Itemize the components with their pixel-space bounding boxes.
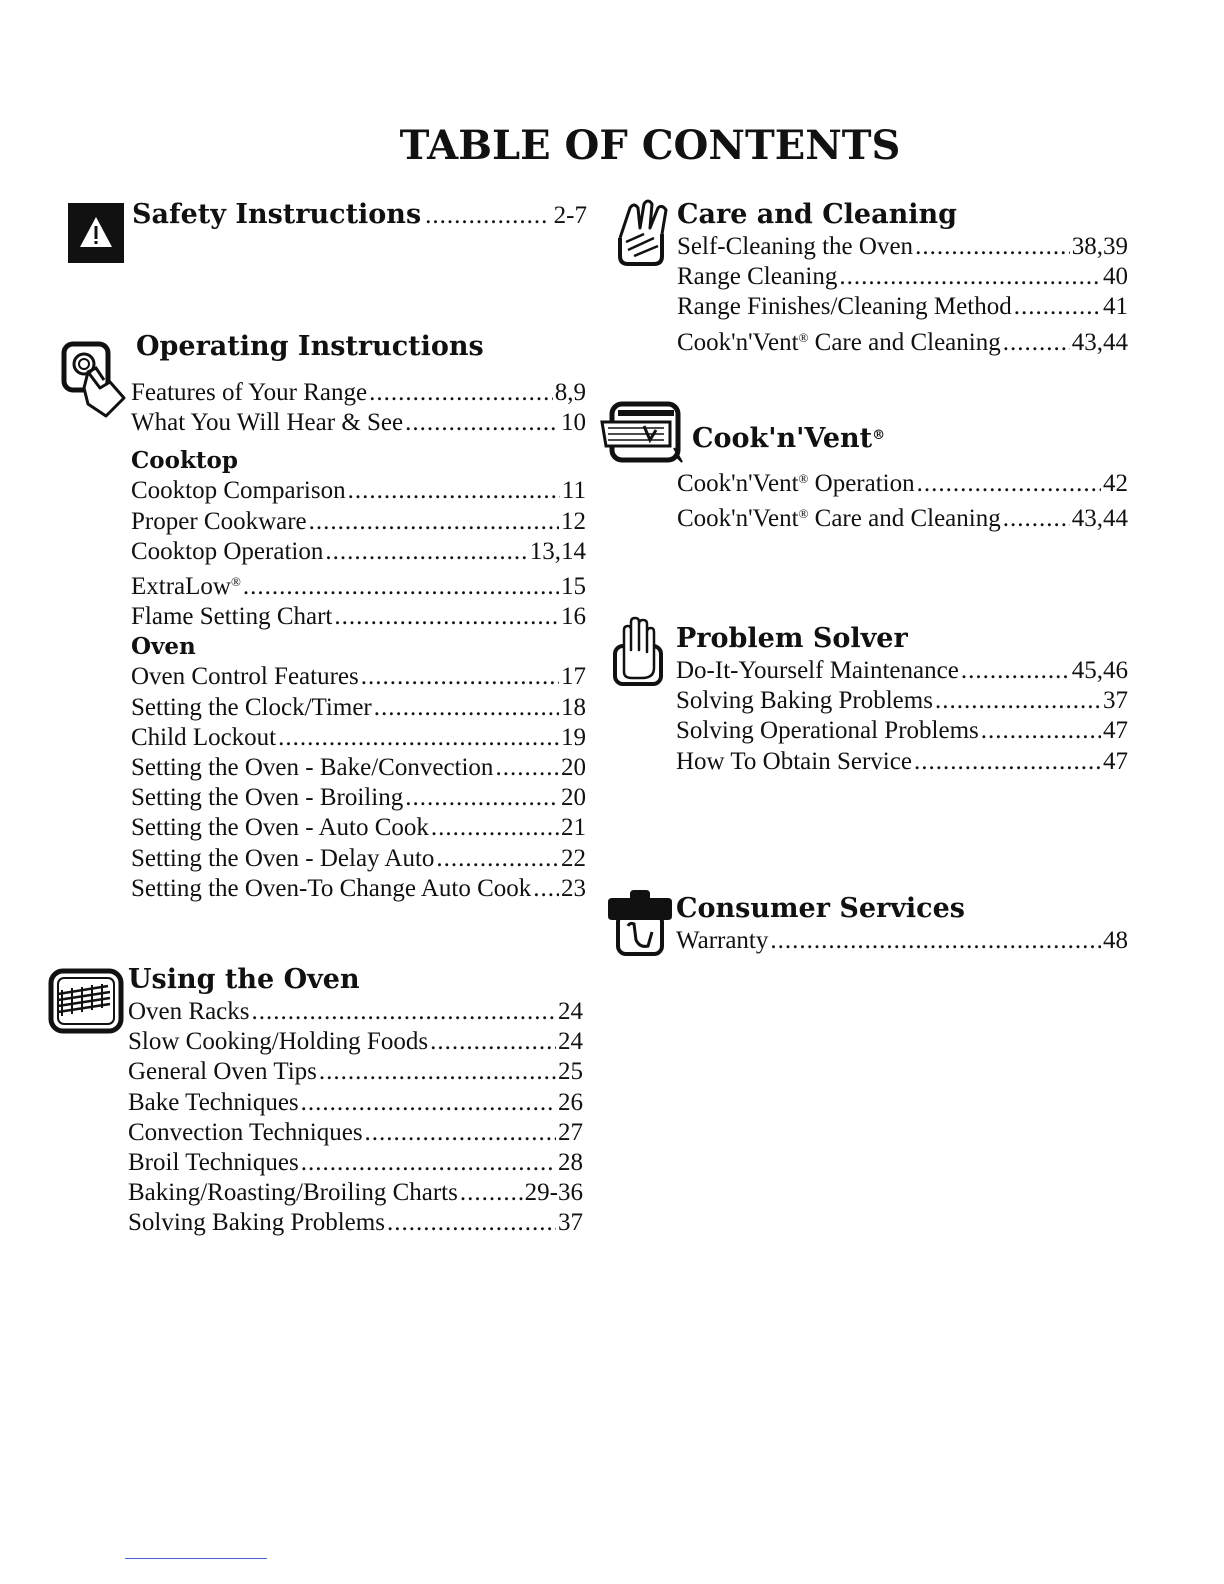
toc-entry-page: 43,44 [1071,505,1128,533]
leader-dots [301,1148,556,1178]
toc-entry[interactable] [131,723,586,753]
cooktop-heading: Cooktop [131,447,238,475]
toc-entry-label [131,693,372,723]
toc-entry-label [131,408,403,438]
toc-entry-text: What You Will Hear & See [131,409,404,437]
toc-entry[interactable] [131,753,586,783]
leader-dots [1014,292,1101,322]
leader-dots [405,783,559,813]
toc-entry-text: Setting the Oven - Bake/Convection [131,754,494,782]
toc-entry[interactable] [131,476,586,506]
toc-entry-page: 21 [561,814,586,842]
toc-entry-label [131,476,346,506]
care-heading: Care and Cleaning [677,199,958,230]
toc-entry-label [128,997,250,1027]
leader-dots [460,1178,523,1208]
toc-entry-text: Setting the Clock/Timer [131,693,372,721]
vent-hood-icon [600,400,686,466]
registered-mark: ® [230,574,241,590]
leader-dots [914,747,1101,777]
toc-entry-label [131,662,359,692]
toc-entry-text-suffix: Care and Cleaning [808,505,1001,533]
toc-entry-page: 27 [558,1118,583,1146]
toc-entry-text: Setting the Oven - Delay Auto [131,844,435,872]
leader-dots [309,507,559,537]
toc-entry-label [128,1118,363,1148]
toc-entry-label [131,813,429,843]
toc-entry-page: 18 [561,693,586,721]
leader-dots [431,813,559,843]
registered-mark: ® [872,428,886,443]
toc-entry-text: Proper Cookware [131,507,307,535]
toc-entry-text: Cooktop Operation [131,537,324,565]
toc-entry[interactable] [131,844,586,874]
toc-entry-text: Setting the Oven - Auto Cook [131,814,429,842]
toc-entry-label [677,499,1001,534]
leader-dots [252,997,557,1027]
toc-entry[interactable] [131,813,586,843]
leader-dots [243,572,559,602]
toc-entry-text: Flame Setting Chart [131,603,333,631]
toc-entry-page: 45,46 [1071,657,1128,684]
registered-mark: ® [798,329,809,345]
toc-entry-label [676,686,933,716]
raised-hand-icon [612,616,664,688]
cooknvent-heading [692,419,1128,456]
toc-entry-page: 47 [1103,717,1128,745]
toc-entry-page: 20 [561,754,586,782]
toc-entry-text: Slow Cooking/Holding Foods [128,1028,429,1056]
toc-entry-page: 29-36 [524,1179,583,1207]
toc-entry-text: How To Obtain Service [676,747,912,775]
toc-entry[interactable] [131,783,586,813]
toc-entry-label [131,844,434,874]
leader-dots [369,378,553,408]
leader-dots [425,199,550,233]
toc-entry[interactable] [676,747,1128,777]
leader-dots [387,1208,556,1238]
toc-entry-page: 38,39 [1071,233,1128,260]
toc-entry-label [677,262,837,292]
leader-dots [915,232,1070,262]
toc-entry-label [128,1208,385,1238]
toc-entry-label [131,753,493,783]
toc-entry[interactable] [128,1088,583,1118]
footer-rule [125,1558,267,1559]
consumer-heading: Consumer Services [676,893,965,924]
toc-entry-page: 24 [558,998,583,1025]
toc-entry[interactable] [131,602,586,632]
toc-entry[interactable] [128,1178,583,1208]
toc-entry-page: 13,14 [529,537,586,565]
toc-entry[interactable] [677,262,1128,292]
toc-entry-page: 25 [558,1058,583,1086]
operating-heading: Operating Instructions [136,331,484,362]
leader-dots [348,476,560,506]
toc-entry-text: Self-Cleaning the Oven [677,233,914,260]
toc-entry-label [128,1088,299,1118]
toc-entry-text: Range Finishes/Cleaning Method [677,293,1012,321]
toc-entry-page: 11 [561,477,586,505]
leader-dots [770,926,1101,956]
leader-dots [361,662,559,692]
toc-entry[interactable] [128,1208,583,1238]
toc-entry-page: 41 [1103,293,1128,321]
toc-entry-page: 10 [561,409,586,437]
toc-entry-label [677,232,913,262]
leader-dots [1003,328,1070,358]
toc-entry-label [131,507,307,537]
toc-entry[interactable] [131,537,586,567]
toc-entry-page: 28 [558,1149,583,1177]
toc-entry-label [676,656,959,686]
toc-entry-text: General Oven Tips [128,1058,317,1086]
leader-dots [430,1027,556,1057]
toc-entry-page: 23 [561,874,586,902]
toc-entry-label [677,464,915,499]
toc-entry[interactable] [677,323,1128,358]
toc-entry-label [676,716,979,746]
cleaning-glove-icon [614,198,670,268]
toc-entry-page: 17 [561,663,586,691]
toc-entry-page: 37 [1103,687,1128,715]
problem-section [676,622,1128,777]
toc-entry-label [128,1148,299,1178]
toc-entry-text: Setting the Oven - Broiling [131,784,404,812]
toc-entry-label [131,602,332,632]
using-oven-heading: Using the Oven [128,964,360,995]
toc-entry-text: Baking/Roasting/Broiling Charts [128,1179,458,1207]
toc-entry[interactable] [676,656,1128,686]
leader-dots [365,1118,556,1148]
toc-entry-page: 20 [561,784,586,812]
toc-entry-text: Convection Techniques [128,1118,363,1146]
toc-entry-text: Broil Techniques [128,1149,299,1177]
toc-entry-page: 47 [1103,747,1128,775]
leader-dots [334,602,559,632]
registered-mark: ® [798,471,809,486]
toc-entry[interactable] [677,464,1128,499]
toc-entry-text: Warranty [676,927,769,954]
toc-entry-text: Bake Techniques [128,1088,299,1116]
toc-entry[interactable] [128,1118,583,1148]
touch-control-icon [58,338,130,420]
oven-heading: Oven [131,633,196,661]
toc-entry-text: Oven Racks [128,998,250,1025]
toc-entry-label [677,323,1001,358]
toc-entry-label [677,292,1012,322]
service-hand-icon [608,890,672,958]
toc-entry-page: 42 [1103,470,1128,497]
safety-page: 2-7 [553,202,587,229]
toc-entry-page: 40 [1103,263,1128,291]
leader-dots [1003,504,1070,534]
leader-dots [278,723,559,753]
operating-section [131,330,586,904]
leader-dots [405,408,559,438]
leader-dots [374,693,559,723]
leader-dots [981,716,1101,746]
toc-entry-page: 19 [561,723,586,751]
toc-entry[interactable] [676,686,1128,716]
toc-entry-label [131,723,276,753]
leader-dots [533,874,559,904]
toc-entry-page: 16 [561,603,586,631]
warning-icon [68,203,124,263]
toc-entry[interactable] [131,874,586,904]
toc-entry-page: 26 [558,1088,583,1116]
toc-entry-text: Features of Your Range [131,379,368,406]
toc-entry-label [128,1057,317,1087]
toc-entry[interactable] [128,1057,583,1087]
leader-dots [436,844,559,874]
leader-dots [839,262,1101,292]
toc-entry-label [676,926,768,956]
toc-entry[interactable] [677,232,1128,262]
toc-entry-text: Cooktop Comparison [131,477,346,505]
toc-entry-text-suffix: Operation [808,470,915,497]
toc-entry-label [131,783,403,813]
toc-entry-page: 24 [558,1028,583,1056]
toc-entry-page: 15 [561,573,586,601]
toc-entry[interactable] [128,1148,583,1178]
toc-entry-text: Solving Operational Problems [676,717,979,745]
toc-entry-text: Setting the Oven-To Change Auto Cook [131,874,532,902]
toc-entry[interactable] [677,499,1128,534]
toc-entry[interactable] [131,507,586,537]
care-section [677,198,1128,358]
toc-entry-label [131,874,531,904]
toc-entry-text: Cook'n'Vent [677,470,799,497]
toc-entry-text: Solving Baking Problems [128,1209,385,1237]
toc-entry-text: Solving Baking Problems [676,687,933,715]
toc-entry-text: Cook'n'Vent [677,505,799,533]
toc-entry-text: Do-It-Yourself Maintenance [676,657,959,684]
toc-entry-page: 22 [561,844,586,872]
toc-entry-text: Oven Control Features [131,663,359,691]
page-title: TABLE OF CONTENTS [399,122,901,169]
using-oven-section [128,963,583,1239]
toc-entry-label [676,747,912,777]
toc-entry[interactable] [676,926,1128,956]
toc-entry-page: 43,44 [1071,328,1128,356]
toc-entry[interactable] [128,1027,583,1057]
toc-entry-label [131,567,241,602]
toc-entry-text-suffix: Care and Cleaning [808,328,1001,356]
toc-entry-text: Range Cleaning [677,263,838,291]
cooknvent-heading-text: Cook'n'Vent [692,423,873,454]
toc-entry[interactable] [676,716,1128,746]
toc-entry-label [131,378,367,408]
toc-entry[interactable] [131,693,586,723]
toc-entry[interactable] [128,997,583,1027]
toc-entry[interactable] [131,662,586,692]
leader-dots [301,1088,556,1118]
toc-entry-label [128,1178,458,1208]
toc-entry-page: 8,9 [554,379,586,406]
toc-entry-text: Cook'n'Vent [677,328,799,356]
safety-heading-row[interactable] [132,198,587,233]
toc-entry[interactable] [131,408,586,438]
toc-entry-label [128,1027,428,1057]
leader-dots [935,686,1101,716]
toc-entry-page: 48 [1103,927,1128,954]
safety-heading: Safety Instructions [132,199,422,230]
leader-dots [319,1057,556,1087]
oven-rack-icon [48,968,124,1034]
leader-dots [961,656,1070,686]
leader-dots [917,469,1101,499]
toc-entry[interactable] [131,567,586,602]
toc-entry-label [131,537,323,567]
toc-entry[interactable] [131,378,586,408]
toc-entry-text: Child Lockout [131,723,277,751]
toc-entry-page: 37 [558,1209,583,1237]
safety-section [132,198,587,233]
toc-entry-page: 12 [561,507,586,535]
consumer-section [676,892,1128,956]
registered-mark: ® [798,506,809,522]
leader-dots [495,753,559,783]
cooknvent-section [677,419,1128,534]
problem-heading: Problem Solver [676,623,908,654]
leader-dots [325,537,527,567]
toc-entry-text: ExtraLow [131,573,231,601]
toc-entry[interactable] [677,292,1128,322]
